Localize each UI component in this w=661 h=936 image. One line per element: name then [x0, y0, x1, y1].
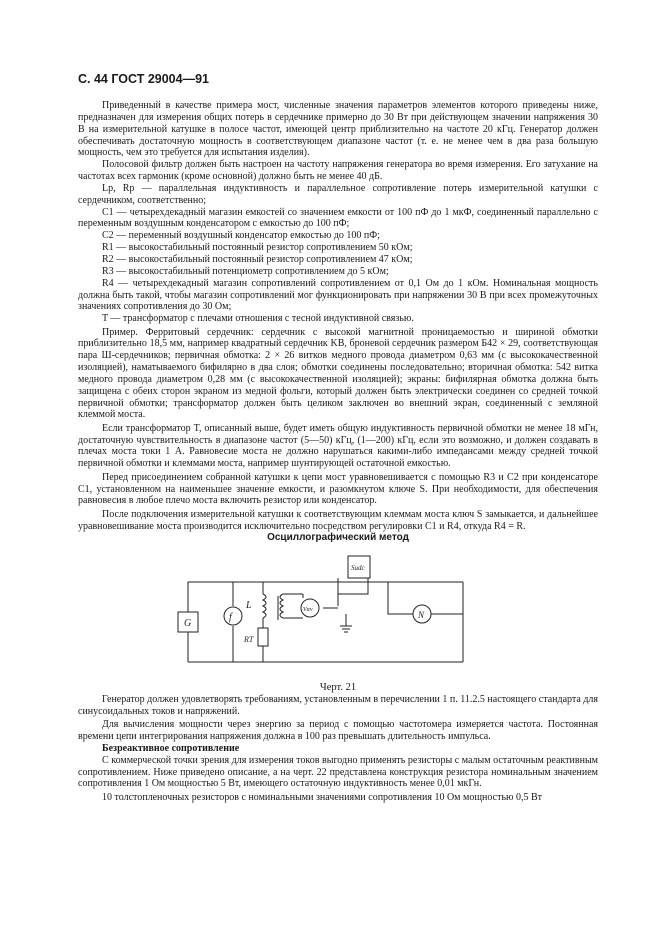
page-header: С. 44 ГОСТ 29004—91: [78, 72, 209, 86]
circuit-figure: [78, 550, 598, 682]
figure-caption: Черт. 21: [319, 682, 357, 694]
label-frequency: f: [229, 612, 232, 624]
frequency-meter: [224, 607, 242, 625]
label-inductor: L: [246, 600, 252, 612]
paragraph: C1 — четырехдекадный магазин емкостей со значением емкости от 100 пФ до 1 мкФ, соединенный параллельно с переменным воздушным конденсатором с емкостью до 100 пФ;: [78, 206, 598, 230]
inductor-coil: [263, 594, 266, 618]
label-generator: G: [184, 618, 192, 630]
paragraph: После подключения измерительной катушки к соответствующим клеммам моста ключ S замыкается, и дальнейшее уравновешивание моста производится исключительно посредством регулировки C1 и R4, откуда R4 = R.: [78, 508, 598, 532]
paragraph: Если трансформатор T, описанный выше, будет иметь общую индуктивность первичной обмотки не менее 18 мГн, достаточную чувствительность в диапазоне частот (5—50) кГц, (1—200) кГц, если это возможно, и должен создавать в плечах моста токи 1 А. Равновесие моста не должно нарушаться какими-либо импедансами между средней точкой первичной обмотки и клеммами моста, например шунтирующей остаточной емкостью.: [78, 422, 598, 470]
circuit-diagram: [78, 550, 598, 682]
resistor-rt: [258, 628, 268, 646]
paragraph: C2 — переменный воздушный конденсатор емкостью до 100 пФ;: [102, 230, 380, 242]
paragraph: T — трансформатор с плечами отношения с тесной индуктивной связью.: [102, 313, 414, 325]
paragraph: С коммерческой точки зрения для измерения токов выгодно применять резисторы с малым остаточным реактивным сопротивлением. Ниже приведено описание, а на черт. 22 представлена конструкция резистора номинальным значением сопротивления 1 Ом мощностью 5 Вт, имеющего остаточную индуктивность менее 0,01 мкГн.: [78, 754, 598, 790]
document-body: [78, 100, 598, 804]
paragraph: Для вычисления мощности через энергию за период с помощью частотомера измеряется частота. Постоянная времени цепи интегрирования напряжения должна в 100 раз превышать длительность импульса.: [78, 719, 598, 743]
paragraph: Приведенный в качестве примера мост, численные значения параметров элементов которого приведены ниже, предназначен для измерения общих потерь в сердечнике примерно до 30 Вт при действующем значении напряжения 30 В на измерительной катушке в полосе частот, имеющей центр приблизительно на частоте 20 кГц. Генератор должен обеспечивать достаточную мощность в соответствующем диапазоне частот (т. е. не менее чем в два раза большую мощность, чем это требуется для испытания изделия).: [78, 100, 598, 159]
subheading: Безреактивное сопротивление: [102, 742, 240, 754]
paragraph: Перед присоединением собранной катушки к цепи мост уравновешивается с помощью R3 и C2 при конденсаторе C1, установленном на наименьшее значение емкости, и разомкнутом ключе S. При необходимости, для обеспечения равновесия в любое плечо моста включить резистор или конденсатор.: [78, 471, 598, 507]
label-scope: Sudc: [351, 564, 365, 573]
paragraph: R1 — высокостабильный постоянный резистор сопротивлением 50 кОм;: [102, 242, 413, 254]
paragraph: Генератор должен удовлетворять требованиям, установленным в перечислении 1 п. 11.2.5 настоящего стандарта для синусоидальных токов и напряжений.: [78, 694, 598, 717]
paragraph: R4 — четырехдекадный магазин сопротивлений сопротивлением от 0,1 Ом до 1 кОм. Номинальная мощность должна быть такой, чтобы магазин сопротивлений мог функционировать при напряжении 30 В при всех промежуточных значениях сопротивления до 30 Ом;: [78, 277, 598, 313]
label-voltmeter: Vαν: [303, 607, 313, 614]
paragraph: R3 — высокостабильный потенциометр сопротивлением до 5 кОм;: [102, 265, 389, 277]
paragraph: R2 — высокостабильный постоянный резистор сопротивлением 47 кОм;: [102, 253, 413, 265]
paragraph: Пример. Ферритовый сердечник: сердечник с высокой магнитной проницаемостью и шириной обмотки приблизительно 18,5 мм, например квадратный сердечник KB, броневой сердечник размером Б42 × 29, соответствующая пара Ш-сердечников; первичная обмотка: 2 × 26 витков медного провода диаметром 0,63 мм (с высококачественной изоляцией), наматываемого бифилярно в два слоя; обмотки соединены последовательно; вторичная обмотка: 542 витка медного провода диаметром 0,28 мм (с высококачественной изоляцией); экраны: бифилярная обмотка должна быть защищена с обеих сторон экраном из медной фольги, который должен быть электрически соединен со средней точкой первичной обмотки; трансформатор должен быть целиком заключен во внешний экран, соединенный с земляной клеммой моста.: [78, 326, 598, 421]
paragraph: 10 толстопленочных резисторов с номинальными значениями сопротивления 10 Ом мощностью 0,5 Вт: [102, 791, 543, 803]
paragraph: Полосовой фильтр должен быть настроен на частоту напряжения генератора во время измерения. Его затухание на частотах всех гармоник (кроме основной) должно быть не менее 40 дБ.: [78, 159, 598, 183]
paragraph: Lp, Rp — параллельная индуктивность и параллельное сопротивление потерь измерительной катушки с сердечником, соответственно;: [78, 182, 598, 206]
label-wattmeter: N: [418, 610, 425, 621]
label-resistor: RT: [244, 635, 254, 645]
section-heading: Осциллографический метод: [267, 532, 409, 544]
